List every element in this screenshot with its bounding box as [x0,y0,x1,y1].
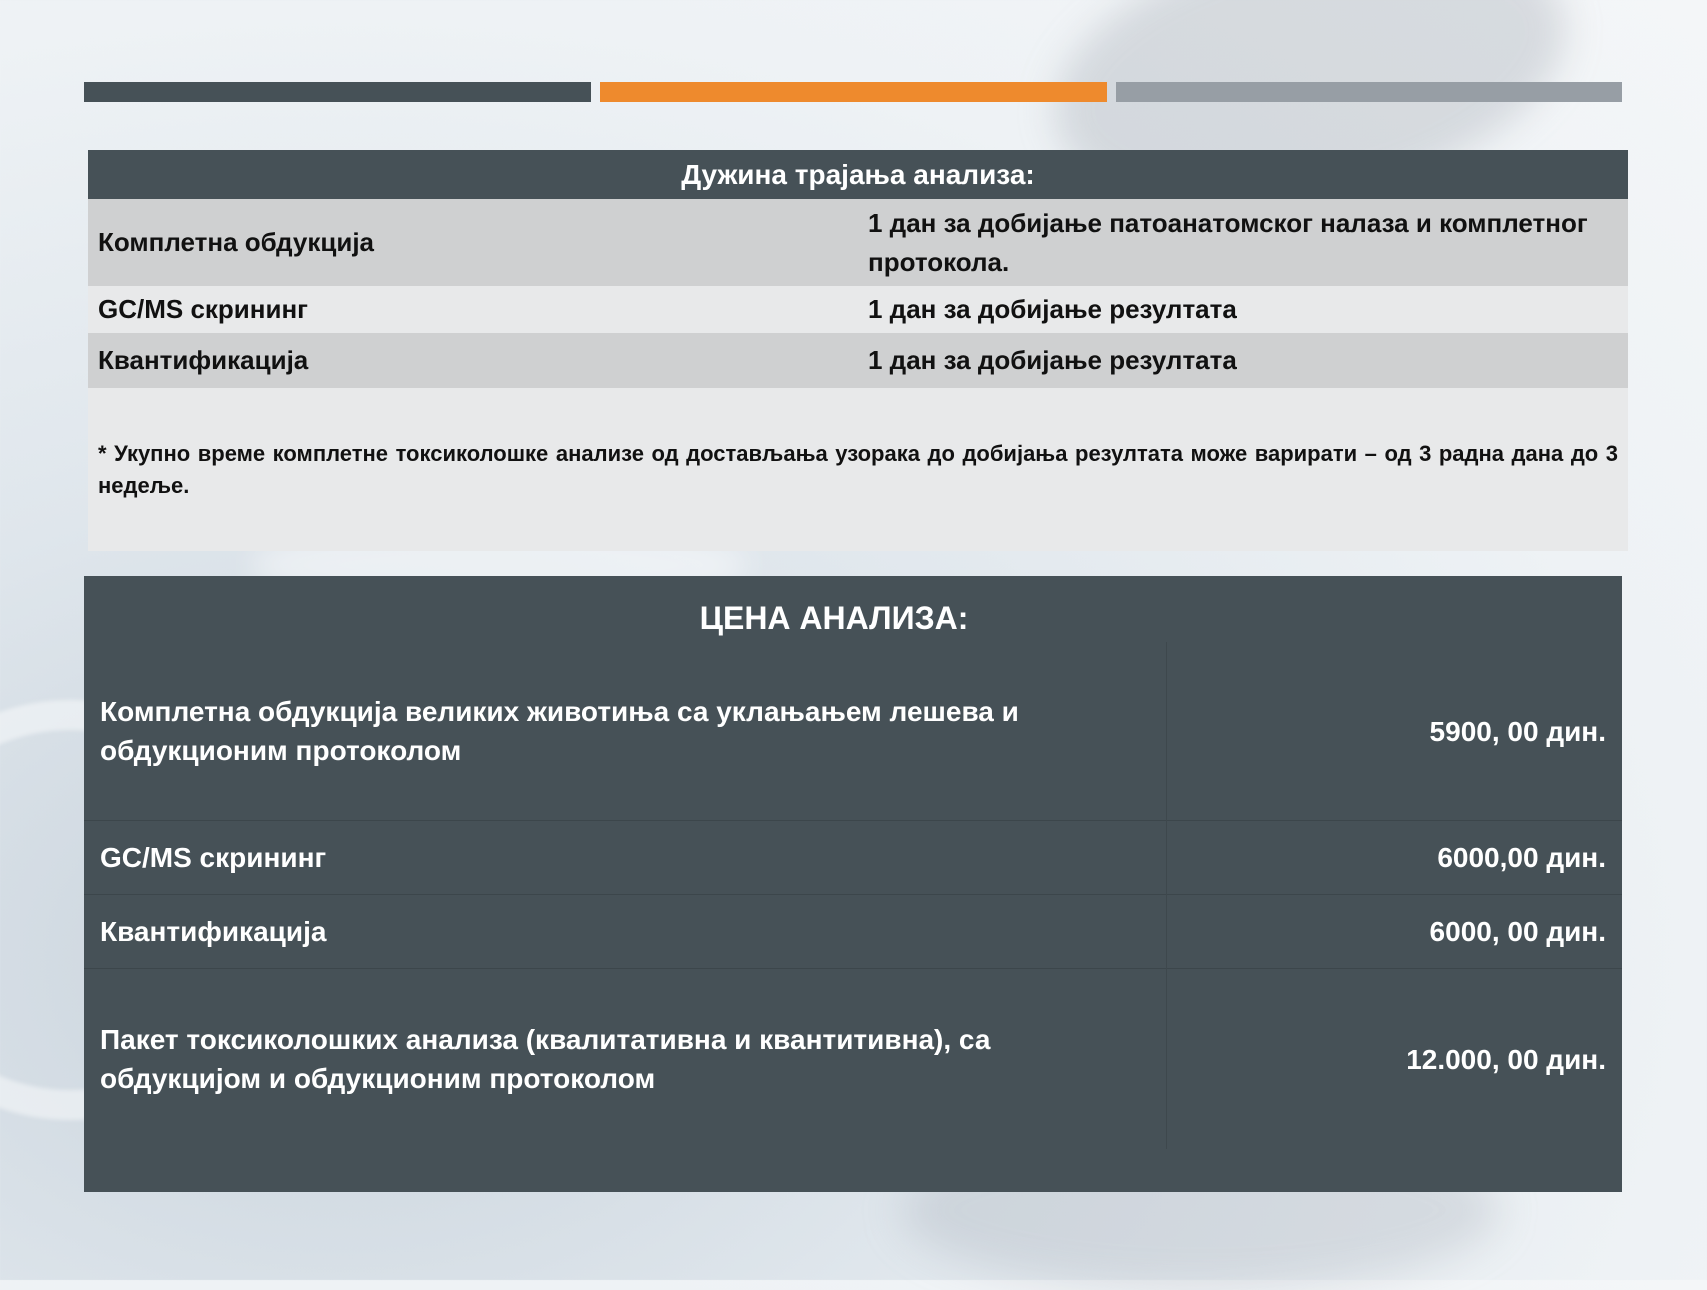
duration-table [88,150,1628,551]
duration-table-header: Дужина трајања анализа: [88,150,1628,199]
price-panel [84,576,1622,1192]
price-row-value: 12.000, 00 дин. [1406,1043,1606,1075]
price-title: ЦЕНА АНАЛИЗА: [699,600,969,636]
duration-row-time: 1 дан за добијање резултата [858,286,1628,333]
table-row [84,895,1622,969]
table-row [88,286,1628,333]
duration-row-name: GC/MS скрининг [88,286,858,333]
price-row-value: 6000, 00 дин. [1429,916,1606,947]
duration-row-name: Комплетна обдукција [88,199,858,286]
duration-row-time: 1 дан за добијање резултата [858,333,1628,388]
top-bar-segment-gray [1116,82,1622,102]
price-table [84,642,1622,1149]
top-bar-segment-orange [600,82,1107,102]
price-row-name: GC/MS скрининг [84,821,1167,895]
table-row [84,969,1622,1150]
price-row-name: Пакет токсиколошких анализа (квалитативна и квантитивна), са обдукцијом и обдукционим протоколом [84,969,1167,1150]
price-row-name: Комплетна обдукција великих животиња са уклањањем лешева и обдукционим протоколом [84,642,1167,821]
top-bar-segment-dark [84,82,591,102]
price-row-value: 6000,00 дин. [1437,842,1606,873]
price-row-name: Квантификација [84,895,1167,969]
table-row [84,821,1622,895]
table-row [84,642,1622,821]
table-row [88,333,1628,388]
duration-row-time: 1 дан за добијање патоанатомског налаза и комплетног протокола. [858,199,1628,286]
table-row [88,199,1628,286]
duration-row-name: Квантификација [88,333,858,388]
price-row-value: 5900, 00 дин. [1429,715,1606,747]
duration-note: * Укупно време комплетне токсиколошке анализе од достављања узорака до добијања резултата може варирати – од 3 радна дана до 3 недеље. [88,388,1628,551]
